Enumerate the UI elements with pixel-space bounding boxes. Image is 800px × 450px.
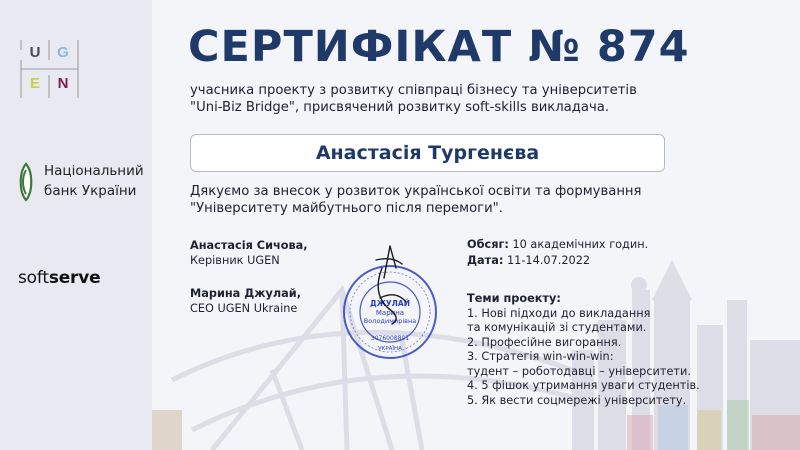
date-label: Дата: [467, 254, 504, 267]
date-value: 11-14.07.2022 [506, 254, 591, 267]
stamp-text-2: Марина [375, 309, 405, 317]
course-details [467, 237, 648, 269]
topics-heading: Теми проекту: [467, 292, 561, 305]
softserve-soft: soft [18, 268, 49, 288]
stamp-country: УКРАЇНА [378, 346, 402, 352]
thanks-line-2: "Університету майбутнього після перемоги". [190, 201, 503, 216]
national-bank-icon [14, 162, 38, 202]
ugen-letter-u: U [29, 44, 41, 61]
thanks-line-1: Дякуємо за внесок у розвиток української освіти та формування [190, 184, 642, 199]
thanks-text [190, 183, 750, 217]
topic-line: та комунікацій зі студентами. [467, 321, 647, 334]
stamp-text-1: ДЖУЛАЙ [370, 299, 410, 308]
ugen-letter-g: G [57, 44, 69, 61]
recipient-name-box [190, 134, 665, 172]
date-row [467, 253, 648, 269]
volume-row [467, 237, 648, 253]
handwritten-signature [362, 238, 422, 328]
ugen-letter-e: E [29, 75, 40, 92]
bank-name-line2: банк України [44, 183, 137, 199]
topic-line: 1. Нові підходи до викладання [467, 306, 651, 320]
topic-line: 2. Професійне вигорання. [467, 335, 622, 349]
volume-value: 10 академічних годин. [512, 238, 649, 251]
volume-label: Обсяг: [467, 238, 509, 251]
topic-line: тудент – роботодавці – університети. [467, 364, 691, 378]
softserve-logo [18, 268, 100, 288]
softserve-serve: serve [48, 268, 101, 288]
certificate-title: СЕРТИФІКАТ № 874 [188, 22, 690, 72]
ugen-logo [20, 40, 80, 100]
subtitle-line-1: учасника проекту з розвитку співпраці бізнесу та університетів [190, 83, 637, 98]
project-topics [467, 292, 700, 408]
signer-2 [190, 286, 301, 316]
signer-2-role: CEO UGEN Ukraine [190, 302, 298, 315]
topic-line: 3. Стратегія win-win-win: [467, 350, 614, 363]
bank-name-line1: Національний [44, 163, 144, 179]
signer-1-role: Керівник UGEN [190, 254, 280, 267]
sidebar [0, 0, 152, 450]
topic-line: 5. Як вести соцмережі університету. [467, 393, 687, 407]
national-bank-logo [14, 162, 148, 202]
stamp-number: 3076008801 [370, 335, 410, 342]
recipient-name: Анастасія Тургенєва [315, 142, 540, 164]
certificate-subtitle [190, 82, 750, 116]
signer-1 [190, 238, 308, 268]
ugen-letter-n: N [57, 75, 69, 92]
topic-line: 4. 5 фішок утримання уваги студентів. [467, 379, 700, 392]
signer-1-name: Анастасія Сичова, [190, 239, 308, 252]
signer-2-name: Марина Джулай, [190, 287, 301, 300]
subtitle-line-2: "Uni-Biz Bridge", присвячений розвитку soft-skills викладача. [190, 100, 610, 115]
stamp-text-3: Володимирівна [363, 317, 417, 325]
